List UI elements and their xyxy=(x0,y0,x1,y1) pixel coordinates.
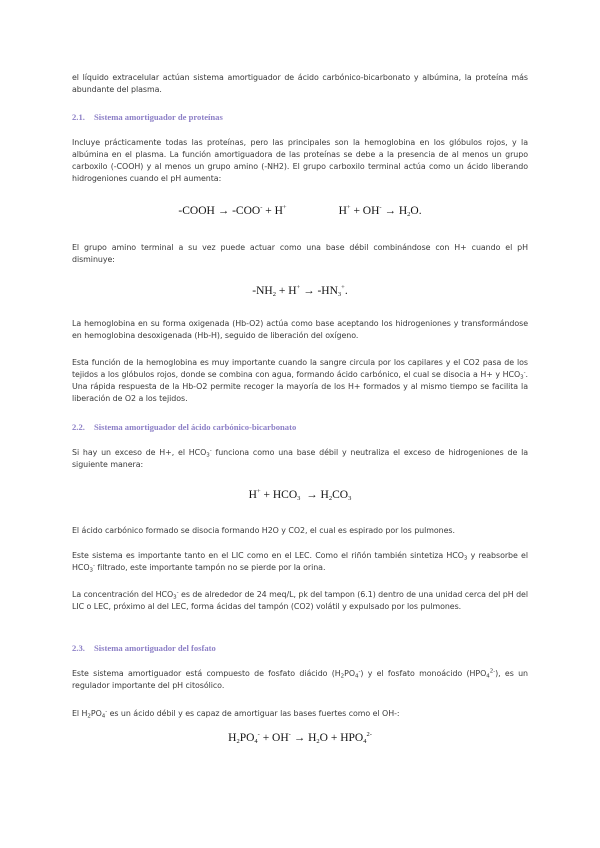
section-title: Sistema amortiguador de proteínas xyxy=(94,112,223,122)
equation-phosphate: $H_2PO_4^- + OH^- \to H_2O + HPO_4^{2-}$ xyxy=(228,731,372,745)
equation-bicarbonate: $H^+ + HCO_3 \to H_2CO_3$ xyxy=(248,488,352,502)
section-heading-phosphate xyxy=(72,643,216,653)
proteins-paragraph-4: Esta función de la hemoglobina es muy importante cuando la sangre circula por los capilares y el CO2 pasa de los tejidos a los glóbulos rojos, donde se combina con agua, formando ácido carbónico, el cual se disocia a H+ y $HCO_3^-$. Una rápida respuesta de la Hb-O2 permite recoger la mayoría de los H+ formados y al mismo tiempo se facilita la liberación de O2 a los tejidos. xyxy=(72,358,528,404)
paragraph-text: El ácido carbónico formado se disocia formando H2O y CO2, el cual es espirado por los pulmones. xyxy=(72,526,455,535)
proteins-paragraph-2 xyxy=(72,242,528,266)
paragraph-text: La hemoglobina en su forma oxigenada (Hb-O2) actúa como base aceptando los hidrogeniones y transformándose en hemoglobina desoxigenada (Hb-H), seguido de liberación del oxígeno. xyxy=(72,319,528,341)
proteins-paragraph-1 xyxy=(72,137,528,185)
section-heading-proteins xyxy=(72,112,223,122)
section-number: 2.3. xyxy=(72,643,85,653)
bicarbonate-paragraph-1: Si hay un exceso de H+, el $HCO_3^-$ funciona como una base débil y neutraliza el exceso de hidrogeniones de la siguiente manera: xyxy=(72,447,528,470)
proteins-paragraph-3 xyxy=(72,318,528,342)
phosphate-paragraph-2: El $H_2PO_4^-$ es un ácido débil y es capaz de amortiguar las bases fuertes como el OH-: xyxy=(72,708,400,720)
intro-text: el líquido extracelular actúan sistema amortiguador de ácido carbónico-bicarbonato y albúmina, la proteína más abundante del plasma. xyxy=(72,73,528,95)
section-title: Sistema amortiguador del ácido carbónico-bicarbonato xyxy=(94,422,297,432)
section-number: 2.2. xyxy=(72,422,85,432)
bicarbonate-paragraph-4: La concentración del $HCO_3^-$ es de alrededor de 24 meq/L, pk del tampon (6.1) dentro de una unidad cerca del pH del LIC o LEC, próximo al del LEC, forma ácidas del tampón (CO2) volátil y expulsado por los pulmones. xyxy=(72,589,528,612)
section-number: 2.1. xyxy=(72,112,85,122)
paragraph-text: Incluye prácticamente todas las proteínas, pero las principales son la hemoglobina en los glóbulos rojos, y la albúmina en el plasma. La función amortiguadora de las proteínas se debe a la presencia de al menos un grupo carboxilo (-COOH) y al menos un grupo amino (-NH2). El grupo carboxilo terminal actúa como un ácido liberando hidrogeniones cuando el pH aumenta: xyxy=(72,138,528,184)
section-title: Sistema amortiguador del fosfato xyxy=(94,643,216,653)
bicarbonate-paragraph-2 xyxy=(72,525,528,537)
equation-amino: $-NH_2 + H^+ \to -HN_3^+$. xyxy=(252,284,348,298)
section-heading-bicarbonate xyxy=(72,422,296,432)
intro-paragraph xyxy=(72,72,528,96)
paragraph-text: El grupo amino terminal a su vez puede actuar como una base débil combinándose con H+ cuando el pH disminuye: xyxy=(72,243,528,265)
phosphate-paragraph-1: Este sistema amortiguador está compuesto de fosfato diácido $(H_2PO_4^-)$ y el fosfato monoácido $(HPO_4^{2-})$, es un regulador importante del pH citosólico. xyxy=(72,668,529,691)
bicarbonate-paragraph-3: Este sistema es importante tanto en el LIC como en el LEC. Como el riñón también sintetiza $HCO_3$ y reabsorbe el $HCO_3^-$ filtrado, este importante tampón no se pierde por la orina. xyxy=(72,551,528,574)
equation-carboxyl xyxy=(0,205,600,217)
equation-right: $H^+ + OH^- \to H_2O$. xyxy=(338,204,422,218)
equation-left: -COOH → -COO- + H+ xyxy=(178,204,287,217)
